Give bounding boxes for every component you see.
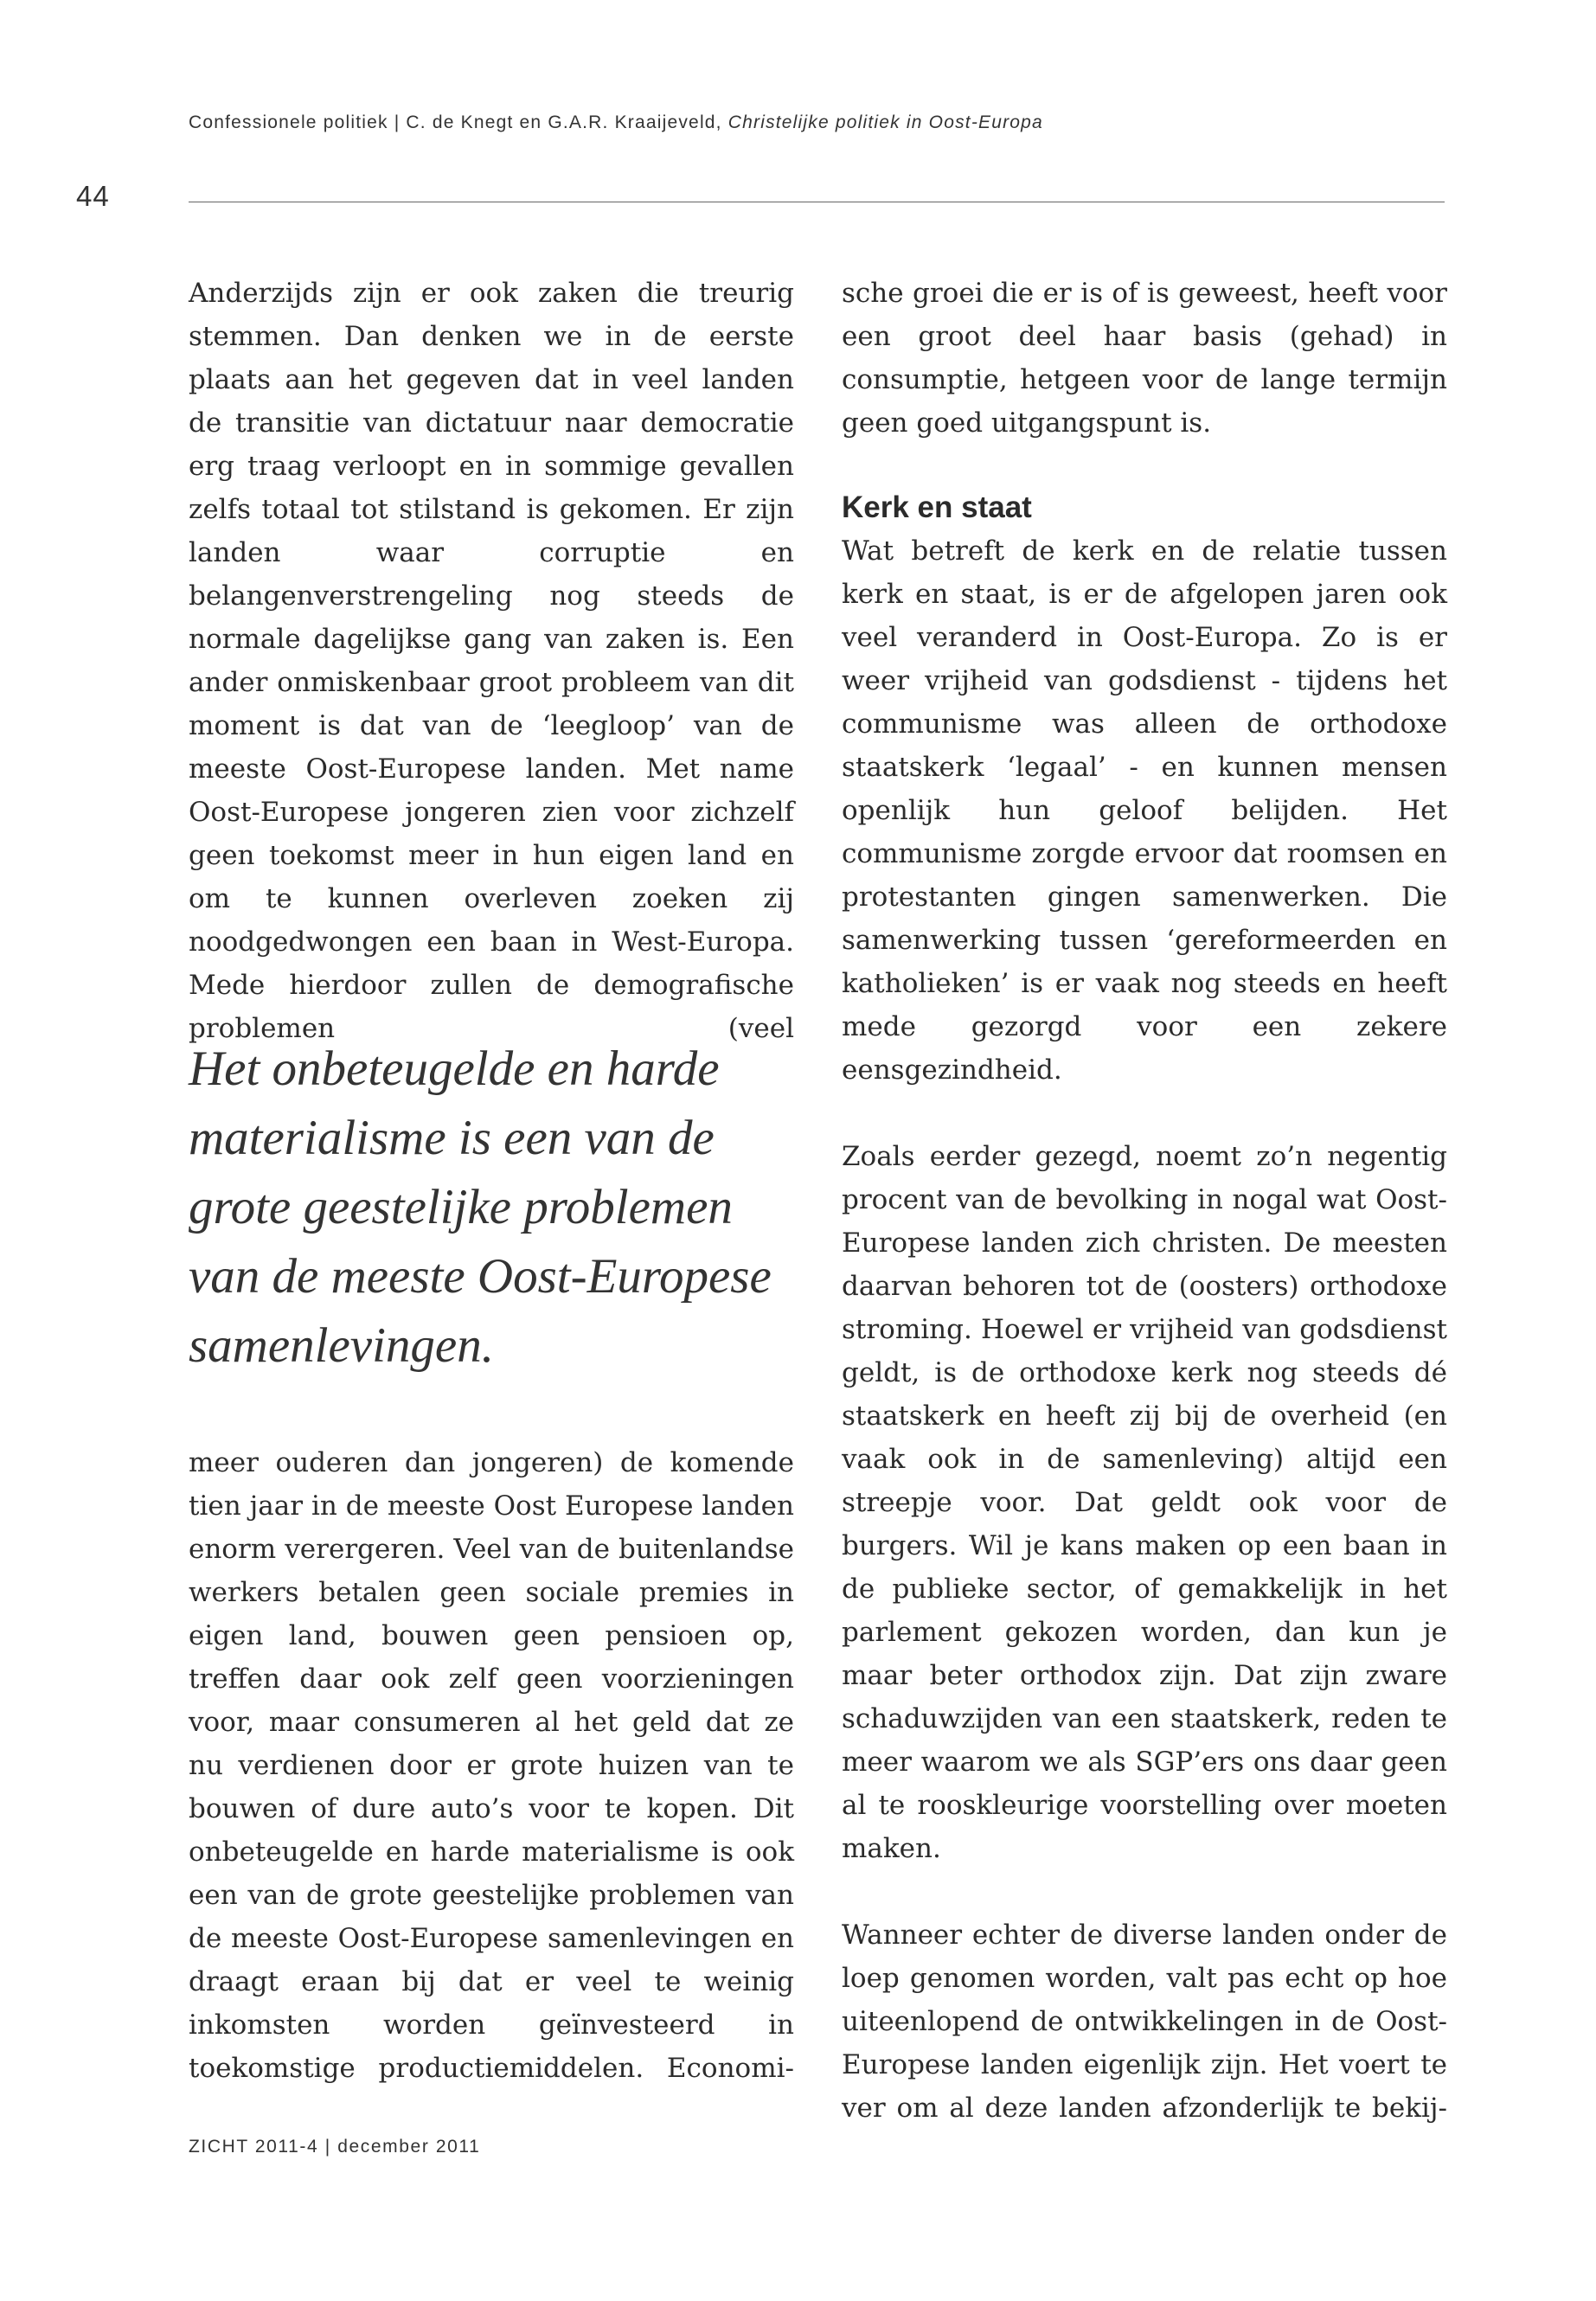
right-paragraph-2: Zoals eerder gezegd, noemt zo’n negentig procent van de bevolking in nogal wat Oost-Europese landen zich christen. De meesten daarvan behoren tot de (oosters) orthodoxe stroming. Hoewel er vrijheid van godsdienst geldt, is de orthodoxe kerk nog steeds dé staatskerk en heeft zij bij de overheid (en vaak ook in de samenleving) altijd een streepje voor. Dat geldt ook voor de burgers. Wil je kans maken op een baan in de publieke sector, of gemakkelijk in het parlement gekozen worden, dan kun je maar beter orthodox zijn. Dat zijn zware schaduwzijden van een staatskerk, reden te meer waarom we als SGP’ers ons daar geen al te rooskleurige voorstelling over moeten maken. — [842, 1141, 1447, 1864]
running-head-prefix: Confessionele politiek | C. de Knegt en G.A.R. Kraaijeveld, — [189, 112, 728, 132]
footer: ZICHT 2011-4 | december 2011 — [189, 2137, 481, 2157]
right-paragraph-continuation: sche groei die er is of is geweest, heeft voor een groot deel haar basis (gehad) in consumptie, hetgeen voor de lange termijn geen goed uitgangspunt is. — [842, 278, 1447, 439]
left-column-bottom — [189, 1441, 794, 2090]
page-number: 44 — [76, 180, 110, 212]
left-paragraph-bottom: meer ouderen dan jongeren) de komende tien jaar in de meeste Oost Europese landen enorm verergeren. Veel van de buitenlandse werkers betalen geen sociale premies in eigen land, bouwen geen pensioen op, treffen daar ook zelf geen voorzieningen voor, maar consumeren al het geld dat ze nu verdienen door er grote huizen van te bouwen of dure auto’s voor te kopen. Dit onbeteugelde en harde materialisme is ook een van de grote geestelijke problemen van de meeste Oost-Europese samenlevingen en draagt eraan bij dat er veel te weinig inkomsten worden geïnvesteerd in toekomstige productiemiddelen. Economi- — [189, 1447, 794, 2084]
running-head — [189, 112, 1043, 133]
right-paragraph-3: Wanneer echter de diverse landen onder de loep genomen worden, valt pas echt op hoe uiteenlopend de ontwikkelingen in de Oost-Europese landen eigenlijk zijn. Het voert te ver om al deze landen afzonderlijk te bekij- — [842, 1920, 1447, 2124]
right-column — [842, 272, 1447, 2130]
pull-quote: Het onbeteugelde en harde materialisme is een van de grote geestelijke problemen van de meeste Oost-Europese samenlevingen. — [189, 1042, 772, 1373]
section-heading: Kerk en staat — [842, 490, 1032, 524]
running-head-article-title: Christelijke politiek in Oost-Europa — [727, 112, 1043, 132]
left-column-top — [189, 272, 794, 1050]
left-paragraph-top: Anderzijds zijn er ook zaken die treurig stemmen. Dan denken we in de eerste plaats aan het gegeven dat in veel landen de transitie van dictatuur naar democratie erg traag verloopt en in sommige gevallen zelfs totaal tot stilstand is gekomen. Er zijn landen waar corruptie en belangenverstrengeling nog steeds de normale dagelijkse gang van zaken is. Een ander onmiskenbaar groot probleem van dit moment is dat van de ‘leegloop’ van de meeste Oost-Europese landen. Met name Oost-Europese jongeren zien voor zichzelf geen toekomst meer in hun eigen land en om te kunnen overleven zoeken zij noodgedwongen een baan in West-Europa. Mede hierdoor zullen de demografische problemen (veel — [189, 278, 794, 1044]
right-paragraph-1: Wat betreft de kerk en de relatie tussen kerk en staat, is er de afgelopen jaren ook veel veranderd in Oost-Europa. Zo is er weer vrijheid van godsdienst - tijdens het communisme was alleen de orthodoxe staatskerk ‘legaal’ - en kunnen mensen openlijk hun geloof belijden. Het communisme zorgde ervoor dat roomsen en protestanten gingen samenwerken. Die samenwerking tussen ‘gereformeerden en katholieken’ is er vaak nog steeds en heeft mede gezorgd voor een zekere eensgezindheid. — [842, 535, 1447, 1086]
